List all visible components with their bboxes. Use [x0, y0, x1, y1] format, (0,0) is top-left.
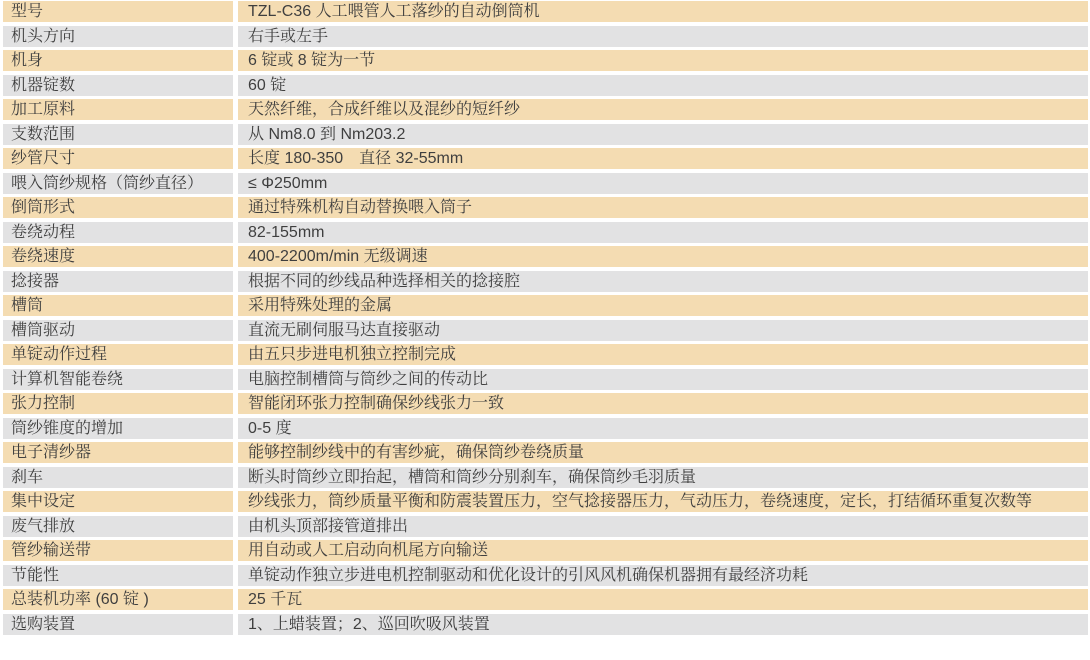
spec-value: 直流无刷伺服马达直接驱动 — [238, 320, 1088, 341]
spec-value: 智能闭环张力控制确保纱线张力一致 — [238, 393, 1088, 414]
spec-value: 用自动或人工启动向机尾方向输送 — [238, 540, 1088, 561]
table-row — [0, 491, 1090, 512]
spec-value: 由五只步进电机独立控制完成 — [238, 344, 1088, 365]
spec-label: 刹车 — [3, 467, 233, 488]
table-row — [0, 75, 1090, 96]
table-row — [0, 393, 1090, 414]
spec-value: TZL-C36 人工喂管人工落纱的自动倒筒机 — [238, 1, 1088, 22]
spec-label: 总装机功率 (60 锭 ) — [3, 589, 233, 610]
table-row — [0, 418, 1090, 439]
spec-label: 机器锭数 — [3, 75, 233, 96]
spec-label: 单锭动作过程 — [3, 344, 233, 365]
spec-label: 捻接器 — [3, 271, 233, 292]
spec-label: 选购装置 — [3, 614, 233, 635]
table-row — [0, 173, 1090, 194]
table-row — [0, 197, 1090, 218]
spec-value: 0-5 度 — [238, 418, 1088, 439]
spec-value: 电脑控制槽筒与筒纱之间的传动比 — [238, 369, 1088, 390]
spec-value: 断头时筒纱立即抬起，槽筒和筒纱分别刹车，确保筒纱毛羽质量 — [238, 467, 1088, 488]
table-row — [0, 467, 1090, 488]
spec-value: ≤ Φ250mm — [238, 173, 1088, 194]
spec-value: 400-2200m/min 无级调速 — [238, 246, 1088, 267]
spec-value: 通过特殊机构自动替换喂入筒子 — [238, 197, 1088, 218]
spec-value: 纱线张力，筒纱质量平衡和防震装置压力，空气捻接器压力，气动压力，卷绕速度，定长，打结循环重复次数等 — [238, 491, 1088, 512]
table-row — [0, 124, 1090, 145]
spec-label: 集中设定 — [3, 491, 233, 512]
spec-value: 根据不同的纱线品种选择相关的捻接腔 — [238, 271, 1088, 292]
spec-value: 天然纤维，合成纤维以及混纱的短纤纱 — [238, 99, 1088, 120]
spec-value: 6 锭或 8 锭为一节 — [238, 50, 1088, 71]
spec-value: 能够控制纱线中的有害纱疵，确保筒纱卷绕质量 — [238, 442, 1088, 463]
table-row — [0, 344, 1090, 365]
spec-value: 右手或左手 — [238, 26, 1088, 47]
spec-value: 82-155mm — [238, 222, 1088, 243]
table-row — [0, 50, 1090, 71]
table-row — [0, 246, 1090, 267]
table-row — [0, 565, 1090, 586]
spec-label: 筒纱锥度的增加 — [3, 418, 233, 439]
table-row — [0, 295, 1090, 316]
table-row — [0, 271, 1090, 292]
spec-value: 采用特殊处理的金属 — [238, 295, 1088, 316]
spec-label: 机头方向 — [3, 26, 233, 47]
spec-label: 型号 — [3, 1, 233, 22]
spec-label: 废气排放 — [3, 516, 233, 537]
spec-value: 60 锭 — [238, 75, 1088, 96]
spec-value: 从 Nm8.0 到 Nm203.2 — [238, 124, 1088, 145]
table-row — [0, 614, 1090, 635]
spec-label: 卷绕动程 — [3, 222, 233, 243]
spec-value: 长度 180-350 直径 32-55mm — [238, 148, 1088, 169]
table-row — [0, 320, 1090, 341]
table-row — [0, 1, 1090, 22]
spec-label: 管纱输送带 — [3, 540, 233, 561]
table-row — [0, 516, 1090, 537]
spec-label: 喂入筒纱规格（筒纱直径） — [3, 173, 233, 194]
spec-label: 节能性 — [3, 565, 233, 586]
table-row — [0, 540, 1090, 561]
table-row — [0, 148, 1090, 169]
table-row — [0, 26, 1090, 47]
spec-label: 倒筒形式 — [3, 197, 233, 218]
spec-label: 卷绕速度 — [3, 246, 233, 267]
spec-label: 支数范围 — [3, 124, 233, 145]
spec-value: 由机头顶部接管道排出 — [238, 516, 1088, 537]
spec-value: 25 千瓦 — [238, 589, 1088, 610]
spec-label: 槽筒驱动 — [3, 320, 233, 341]
table-row — [0, 369, 1090, 390]
spec-label: 纱管尺寸 — [3, 148, 233, 169]
table-row — [0, 222, 1090, 243]
spec-label: 机身 — [3, 50, 233, 71]
spec-label: 电子清纱器 — [3, 442, 233, 463]
spec-label: 槽筒 — [3, 295, 233, 316]
spec-value: 单锭动作独立步进电机控制驱动和优化设计的引风风机确保机器拥有最经济功耗 — [238, 565, 1088, 586]
table-row — [0, 442, 1090, 463]
table-row — [0, 99, 1090, 120]
spec-value: 1、上蜡装置；2、巡回吹吸风装置 — [238, 614, 1088, 635]
spec-label: 计算机智能卷绕 — [3, 369, 233, 390]
table-row — [0, 589, 1090, 610]
spec-label: 张力控制 — [3, 393, 233, 414]
spec-label: 加工原料 — [3, 99, 233, 120]
